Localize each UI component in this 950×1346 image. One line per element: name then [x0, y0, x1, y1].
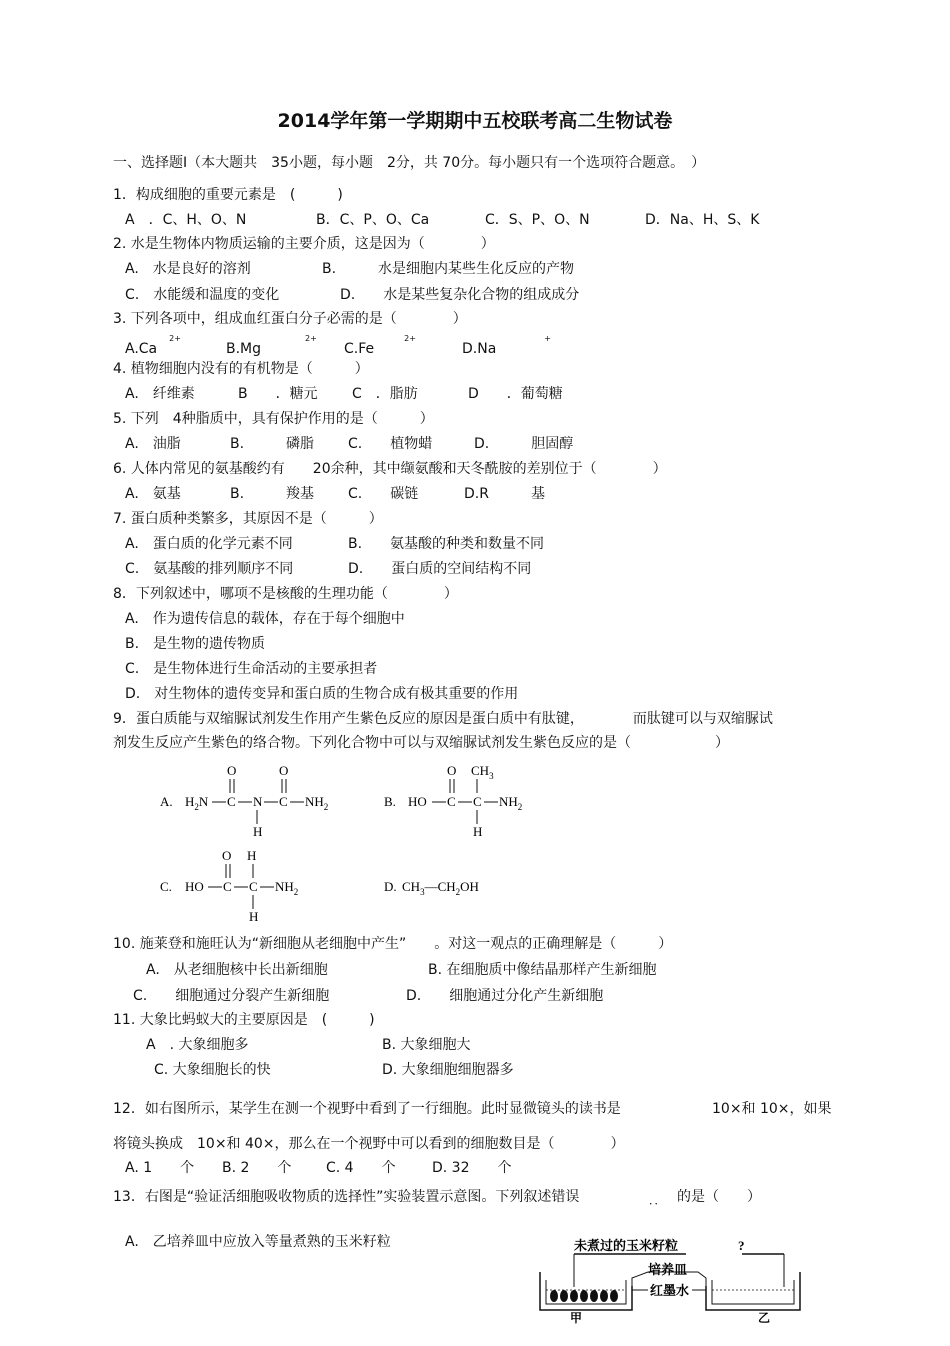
question-2-option-a: A. 水是良好的溶剂: [125, 261, 251, 277]
question-4-option-b: B ．糖元: [238, 386, 318, 402]
structure-a-nh2: $NH_2$: [305, 794, 329, 812]
page-title: 2014学年第一学期期中五校联考高二生物试卷: [277, 110, 673, 132]
structure-c-h-bottom: H: [249, 909, 259, 924]
question-6-option-a: A. 氨基: [125, 486, 181, 502]
structure-a-n: N: [253, 794, 263, 809]
question-12-option-b: B. 2 个: [222, 1160, 292, 1176]
question-9-stem-line2: 剂发生反应产生紫色的络合物。下列化合物中可以与双缩脲试剂发生紫色反应的是（ ）: [113, 735, 729, 751]
structure-a-c2: C: [279, 794, 288, 809]
question-1-option-c: C．S、P、O、N: [485, 212, 590, 228]
structure-c-c1: C: [223, 879, 232, 894]
question-11-option-c: C. 大象细胞长的快: [154, 1062, 271, 1078]
question-10-stem: 10. 施莱登和施旺认为“新细胞从老细胞中产生” 。对这一观点的正确理解是（ ）: [113, 936, 673, 952]
structure-b-h: H: [473, 824, 483, 839]
question-6-option-d: D.R 基: [464, 486, 545, 502]
question-3-option-d: [462, 334, 551, 357]
question-5-option-b: B. 磷脂: [230, 436, 315, 452]
structure-c: [160, 848, 298, 924]
structure-b: [384, 763, 522, 839]
question-12-stem: 12．如右图所示，某学生在测一个视野中看到了一行细胞。此时显微镜头的读书是: [113, 1101, 621, 1117]
label-unboiled-seeds: 未煮过的玉米籽粒: [574, 1238, 679, 1253]
question-2-stem: 2. 水是生物体内物质运输的主要介质，这是因为（ ）: [113, 236, 495, 252]
question-4-stem: 4. 植物细胞内没有的有机物是（ ）: [113, 361, 369, 377]
question-8-option-b: B. 是生物的遗传物质: [125, 636, 266, 652]
question-12-option-a: A. 1 个: [125, 1160, 195, 1176]
question-3-option-a: [125, 334, 181, 357]
question-11-option-b: B. 大象细胞大: [382, 1037, 471, 1053]
structure-c-label: C.: [160, 879, 172, 894]
question-6-stem: 6. 人体内常见的氨基酸约有 20余种，其中缬氨酸和天冬酰胺的差别位于（ ）: [113, 461, 667, 477]
question-11-option-a: A . 大象细胞多: [146, 1037, 249, 1053]
question-8-option-c: C. 是生物体进行生命活动的主要承担者: [125, 661, 378, 677]
structure-c-h-top: H: [247, 848, 257, 863]
structure-a: [160, 763, 328, 839]
question-3-option-b-charge: 2+: [305, 334, 317, 343]
question-8-stem: 8．下列叙述中，哪项不是核酸的生理功能（ ）: [113, 586, 458, 602]
question-13-option-a: A. 乙培养皿中应放入等量煮熟的玉米籽粒: [125, 1234, 391, 1250]
question-12-stem-tail: 10×和 10×，如果: [712, 1101, 832, 1117]
question-13-emphasis-dots: ．．: [649, 1194, 666, 1207]
question-6-option-c: C. 碳链: [348, 486, 419, 502]
question-2-option-b: B. 水是细胞内某些生化反应的产物: [322, 261, 575, 277]
question-13-stem-tail: 的是（ ）: [677, 1189, 761, 1205]
structure-b-ho: HO: [408, 794, 427, 809]
structure-d-formula: $CH_3—CH_2OH$: [402, 879, 479, 897]
question-12-stem-line2: 将镜头换成 10×和 40×，那么在一个视野中可以看到的细胞数目是（ ）: [113, 1136, 625, 1152]
question-2-option-c: C. 水能缓和温度的变化: [125, 287, 280, 303]
question-5-option-d: D. 胆固醇: [474, 436, 574, 452]
structure-b-o: O: [447, 763, 457, 778]
question-8-option-a: A. 作为遗传信息的载体，存在于每个细胞中: [125, 611, 405, 627]
question-12-option-c: C. 4 个: [326, 1160, 396, 1176]
structure-c-ho: HO: [185, 879, 204, 894]
label-dish: 培养皿: [648, 1262, 688, 1277]
structure-c-o: O: [222, 848, 232, 863]
structure-b-c1: C: [447, 794, 456, 809]
question-8-option-d: D. 对生物体的遗传变异和蛋白质的生物合成有极其重要的作用: [125, 686, 519, 702]
question-10-option-c: C. 细胞通过分裂产生新细胞: [133, 988, 330, 1004]
question-5-stem: 5. 下列 4种脂质中，具有保护作用的是（ ）: [113, 411, 434, 427]
structure-a-label: A.: [160, 794, 173, 809]
question-10-option-b: B. 在细胞质中像结晶那样产生新细胞: [428, 962, 657, 978]
question-5-option-a: A. 油脂: [125, 436, 181, 452]
structure-d: [384, 879, 479, 897]
structure-a-h2n: $H_2N$: [185, 794, 209, 812]
question-12-option-d: D. 32 个: [432, 1160, 512, 1176]
question-3-option-d-charge: +: [544, 334, 551, 343]
question-7-option-c: C. 氨基酸的排列顺序不同: [125, 561, 294, 577]
structure-a-o1: O: [227, 763, 237, 778]
question-7-option-a: A. 蛋白质的化学元素不同: [125, 536, 293, 552]
question-1-option-a: A ．C、H、O、N: [125, 212, 247, 228]
question-13-stem: 13．右图是“验证活细胞吸收物质的选择性”实验装置示意图。下列叙述错误: [113, 1189, 580, 1205]
label-yi: 乙: [758, 1311, 771, 1324]
question-4-option-c: C ．脂肪: [352, 386, 418, 402]
question-4-option-d: D ．葡萄糖: [468, 386, 563, 402]
label-red-ink: 红墨水: [650, 1283, 690, 1298]
question-7-option-d: D. 蛋白质的空间结构不同: [348, 561, 532, 577]
structure-a-h: H: [253, 824, 263, 839]
section-heading: 一、选择题Ⅰ（本大题共 35小题，每小题 2分，共 70分。每小题只有一个选项符合题意。 ）: [113, 155, 706, 171]
seeds-jia: [550, 1290, 618, 1302]
structure-c-nh2: $NH_2$: [275, 879, 299, 897]
question-5-option-c: C. 植物蜡: [348, 436, 433, 452]
question-9-stem: 9．蛋白质能与双缩脲试剂发生作用产生紫色反应的原因是蛋白质中有肽键， 而肽键可以与双缩脲试: [113, 711, 773, 727]
question-1-stem: 1．构成细胞的重要元素是 ( ): [113, 187, 343, 203]
structure-a-o2: O: [279, 763, 289, 778]
structure-d-label: D.: [384, 879, 397, 894]
question-3-option-b: [226, 334, 317, 357]
question-4-option-a: A. 纤维素: [125, 386, 195, 402]
question-10-option-d: D. 细胞通过分化产生新细胞: [406, 988, 604, 1004]
question-3-option-a-text: A.Ca: [125, 341, 158, 357]
question-3-option-c: [344, 334, 416, 357]
question-10-option-a: A. 从老细胞核中长出新细胞: [146, 962, 328, 978]
structure-b-nh2: $NH_2$: [499, 794, 523, 812]
question-13-apparatus-diagram: [530, 1232, 820, 1324]
question-7-stem: 7. 蛋白质种类繁多，其原因不是（ ）: [113, 511, 383, 527]
structure-a-c1: C: [227, 794, 236, 809]
question-11-option-d: D. 大象细胞细胞器多: [382, 1062, 514, 1078]
question-3-option-a-charge: 2+: [169, 334, 181, 343]
structure-b-c2: C: [473, 794, 482, 809]
question-9-structures: [150, 758, 570, 928]
question-6-option-b: B. 羧基: [230, 486, 315, 502]
structure-b-ch3: $CH_3$: [471, 763, 494, 781]
question-11-stem: 11. 大象比蚂蚁大的主要原因是 ( ): [113, 1012, 375, 1028]
question-2-option-d: D. 水是某些复杂化合物的组成成分: [340, 287, 580, 303]
question-3-option-c-charge: 2+: [404, 334, 416, 343]
question-3-option-b-text: B.Mg: [226, 341, 262, 357]
question-3-stem: 3. 下列各项中，组成血红蛋白分子必需的是（ ）: [113, 311, 467, 327]
question-1-option-d: D．Na、H、S、K: [645, 212, 760, 228]
structure-b-label: B.: [384, 794, 396, 809]
question-7-option-b: B. 氨基酸的种类和数量不同: [348, 536, 545, 552]
label-question-mark: ?: [738, 1238, 745, 1253]
structure-c-c2: C: [249, 879, 258, 894]
label-jia: 甲: [570, 1311, 583, 1324]
question-1-option-b: B．C、P、O、Ca: [316, 212, 430, 228]
question-3-option-d-text: D.Na: [462, 341, 497, 357]
question-3-option-c-text: C.Fe: [344, 341, 375, 357]
